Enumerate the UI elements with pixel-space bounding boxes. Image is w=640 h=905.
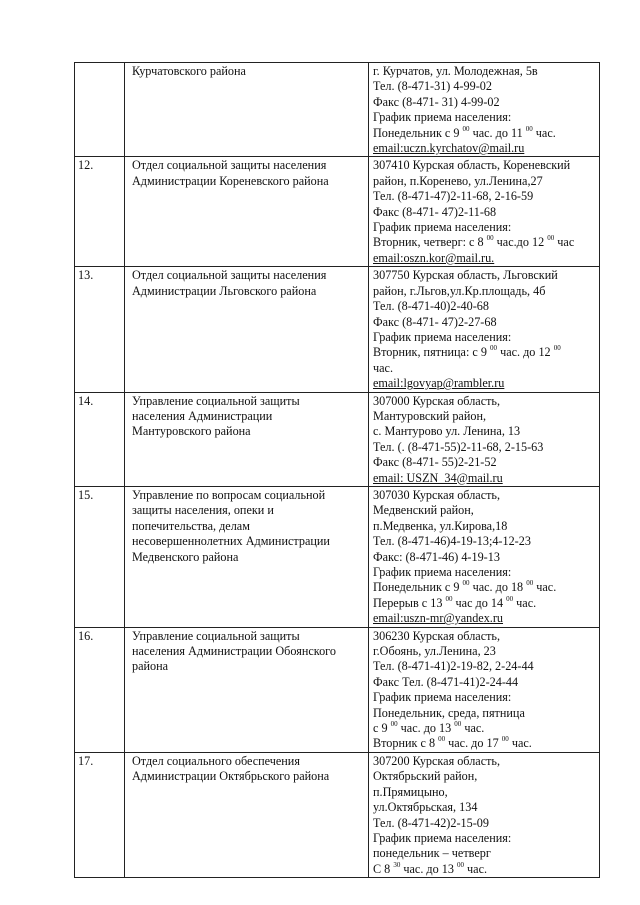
- contact-text: понедельник – четверг: [373, 846, 491, 861]
- time-minutes: 00: [490, 344, 498, 353]
- contact-line: [373, 565, 595, 580]
- time-minutes: 00: [526, 579, 534, 588]
- time-minutes: 00: [525, 124, 533, 133]
- contact-text: График приема населения:: [373, 565, 512, 579]
- contact-text: График приема населения:: [373, 110, 512, 125]
- contact-text: час. до 18: [469, 580, 527, 595]
- contact-text: График приема населения:: [373, 690, 512, 705]
- contact-line: [373, 361, 595, 376]
- contact-line: [373, 862, 595, 877]
- contact-text: email:uczn.kyrchatov@mail.ru: [373, 141, 525, 156]
- contact-text: Тел. (8-471-46)4-19-13;4-12-23: [373, 534, 531, 549]
- office-name: [125, 392, 369, 486]
- office-name-line: Администрации Октябрьского района: [132, 769, 330, 784]
- time-minutes: 00: [390, 720, 398, 728]
- time-minutes: 00: [454, 720, 462, 728]
- office-name: [125, 627, 369, 752]
- contact-line: [373, 174, 595, 189]
- table-row: [75, 392, 600, 486]
- contact-text: 307030 Курская область,: [373, 487, 501, 502]
- contact-line: [373, 79, 595, 94]
- table-row: [75, 752, 600, 877]
- contact-line: [373, 785, 595, 800]
- contact-text: час: [554, 235, 575, 250]
- contact-text: email: USZN_34@mail.ru: [373, 470, 503, 485]
- contact-text: район, г.Льгов,ул.Кр.площадь, 4б: [373, 283, 546, 298]
- contact-text: Тел. (8-471-31) 4-99-02: [373, 79, 492, 94]
- contact-text: г.Обоянь, ул.Ленина, 23: [373, 644, 496, 659]
- contact-line: [373, 299, 595, 314]
- contact-text: с 9: [373, 721, 391, 736]
- time-minutes: 00: [462, 579, 470, 588]
- contact-text: 307200 Курская область,: [373, 753, 501, 768]
- time-minutes: 00: [506, 594, 514, 603]
- contact-text: Факс (8-471- 47)2-27-68: [373, 314, 497, 329]
- contact-text: Факс (8-471- 31) 4-99-02: [373, 94, 500, 109]
- contact-line: [373, 816, 595, 831]
- contact-line: [373, 220, 595, 235]
- contact-text: 307000 Курская область,: [373, 393, 501, 408]
- contact-line: [373, 424, 595, 439]
- time-minutes: 00: [486, 234, 494, 243]
- contact-text: час.: [373, 360, 393, 375]
- contact-text: Медвенский район,: [373, 503, 474, 518]
- time-minutes: 00: [438, 735, 446, 744]
- contact-text: час.: [461, 721, 485, 736]
- email-link[interactable]: [373, 376, 595, 391]
- office-name-line: Отдел социальной защиты населения: [132, 158, 327, 173]
- time-minutes: 00: [501, 735, 509, 744]
- contact-text: час.до 12: [493, 235, 548, 250]
- contact-line: [373, 503, 595, 518]
- contact-text: Мантуровский район,: [373, 408, 487, 423]
- contact-line: [373, 675, 595, 690]
- contact-text: График приема населения:: [373, 220, 512, 235]
- contact-line: [373, 519, 595, 534]
- office-name-line: Курчатовского района: [132, 64, 246, 78]
- contact-text: Тел. (. (8-471-55)2-11-68, 2-15-63: [373, 439, 544, 454]
- contact-line: [373, 394, 595, 409]
- office-name: [125, 486, 369, 627]
- contact-line: [373, 345, 595, 360]
- contact-text: Факс (8-471- 47)2-11-68: [373, 204, 497, 219]
- contact-line: [373, 721, 595, 736]
- office-name-line: Администрации Льговского района: [132, 283, 317, 298]
- contact-text: Понедельник с 9: [373, 580, 463, 595]
- contact-text: час. до 13: [397, 721, 455, 736]
- contact-line: [373, 455, 595, 470]
- contact-line: [373, 440, 595, 455]
- contact-line: [373, 189, 595, 204]
- contact-text: 307410 Курская область, Кореневский: [373, 158, 571, 173]
- contact-text: район, п.Коренево, ул.Ленина,27: [373, 173, 543, 188]
- office-name: [125, 63, 369, 157]
- contact-text: Вторник, четверг: с 8: [373, 235, 487, 250]
- contact-line: [373, 126, 595, 141]
- office-name-line: Медвенского района: [132, 549, 239, 564]
- office-name: [125, 157, 369, 267]
- contact-text: График приема населения:: [373, 830, 512, 845]
- contact-line: [373, 690, 595, 705]
- table-row: [75, 267, 600, 392]
- table-body: [75, 63, 600, 878]
- contact-line: [373, 706, 595, 721]
- email-link[interactable]: [373, 141, 595, 156]
- contact-text: п.Медвенка, ул.Кирова,18: [373, 518, 508, 533]
- contact-line: [373, 268, 595, 283]
- contact-line: [373, 659, 595, 674]
- contact-line: [373, 235, 595, 250]
- office-name-line: населения Администрации Обоянского: [132, 644, 336, 659]
- office-contacts: [369, 392, 600, 486]
- contact-text: Октябрьский район,: [373, 769, 478, 784]
- office-name-line: Управление по вопросам социальной: [132, 487, 326, 502]
- office-contacts: [369, 63, 600, 157]
- contact-line: [373, 95, 595, 110]
- social-protection-offices-table: [74, 62, 600, 878]
- contact-text: График приема населения:: [373, 329, 512, 344]
- contact-text: email:oszn.kor@mail.ru.: [373, 250, 495, 265]
- contact-text: час.: [533, 580, 557, 595]
- contact-text: час.: [464, 861, 488, 876]
- time-minutes: 00: [462, 124, 470, 133]
- contact-text: час. до 13: [400, 861, 457, 876]
- contact-line: [373, 205, 595, 220]
- contact-line: [373, 158, 595, 173]
- contact-line: [373, 330, 595, 345]
- contact-line: [373, 534, 595, 549]
- office-contacts: [369, 627, 600, 752]
- office-name-line: района: [132, 659, 169, 674]
- contact-text: Тел. (8-471-40)2-40-68: [373, 299, 489, 314]
- table-row: [75, 157, 600, 267]
- email-link[interactable]: [373, 611, 595, 626]
- time-minutes: 00: [553, 344, 561, 353]
- contact-text: Факс Тел. (8-471-41)2-24-44: [373, 674, 519, 689]
- contact-text: Вторник с 8: [373, 736, 439, 751]
- contact-text: Тел. (8-471-47)2-11-68, 2-16-59: [373, 189, 534, 204]
- contact-text: час до 14: [452, 595, 507, 610]
- contact-text: email:uszn-mr@yandex.ru: [373, 611, 504, 626]
- table-row: [75, 486, 600, 627]
- office-name-line: Администрации Кореневского района: [132, 173, 329, 188]
- time-minutes: 00: [457, 860, 464, 869]
- contact-line: [373, 64, 595, 79]
- contact-line: [373, 846, 595, 861]
- email-link[interactable]: [373, 471, 595, 486]
- time-minutes: 30: [393, 860, 401, 869]
- contact-line: [373, 629, 595, 644]
- contact-line: [373, 315, 595, 330]
- contact-text: час. до 12: [497, 345, 554, 360]
- office-name-line: Отдел социальной защиты населения: [132, 268, 327, 283]
- row-number: 15.: [75, 486, 125, 627]
- contact-text: С 8: [373, 861, 394, 876]
- row-number: 12.: [75, 157, 125, 267]
- contact-text: час. до 17: [445, 736, 502, 751]
- contact-line: [373, 596, 595, 611]
- contact-line: [373, 110, 595, 125]
- contact-line: [373, 754, 595, 769]
- contact-text: Перерыв с 13: [373, 595, 446, 610]
- contact-text: Факс (8-471- 55)2-21-52: [373, 455, 497, 470]
- contact-line: [373, 769, 595, 784]
- contact-text: Тел. (8-471-42)2-15-09: [373, 815, 489, 830]
- row-number: 13.: [75, 267, 125, 392]
- contact-line: [373, 800, 595, 815]
- office-contacts: [369, 157, 600, 267]
- contact-text: Понедельник с 9: [373, 125, 463, 140]
- office-name-line: защиты населения, опеки и: [132, 503, 274, 518]
- contact-text: час. до 11: [469, 125, 526, 140]
- time-minutes: 00: [547, 234, 555, 243]
- contact-line: [373, 644, 595, 659]
- office-name-line: несовершеннолетних Администрации: [132, 534, 330, 549]
- contact-line: [373, 736, 595, 751]
- contact-text: Вторник, пятница: с 9: [373, 345, 491, 360]
- contact-line: [373, 409, 595, 424]
- row-number: [75, 63, 125, 157]
- office-name-line: Управление социальной защиты: [132, 393, 300, 408]
- contact-text: час.: [508, 736, 532, 751]
- contact-text: Тел. (8-471-41)2-19-82, 2-24-44: [373, 659, 534, 674]
- contact-line: [373, 831, 595, 846]
- time-minutes: 00: [445, 594, 453, 603]
- contact-text: 307750 Курская область, Льговский: [373, 268, 558, 283]
- table-row: [75, 63, 600, 157]
- contact-text: Понедельник, среда, пятница: [373, 705, 525, 720]
- office-name-line: Управление социальной защиты: [132, 628, 300, 643]
- row-number: 14.: [75, 392, 125, 486]
- office-name-line: попечительства, делам: [132, 518, 250, 533]
- office-name: [125, 267, 369, 392]
- contact-line: [373, 488, 595, 503]
- row-number: 17.: [75, 752, 125, 877]
- office-name: [125, 752, 369, 877]
- office-name-line: Мантуровского района: [132, 424, 251, 439]
- contact-line: [373, 550, 595, 565]
- contact-text: email:lgovyap@rambler.ru: [373, 376, 505, 391]
- contact-text: г. Курчатов, ул. Молодежная, 5в: [373, 64, 538, 78]
- contact-text: ул.Октябрьская, 134: [373, 800, 478, 815]
- contact-text: час.: [513, 595, 537, 610]
- contact-text: 306230 Курская область,: [373, 628, 501, 643]
- contact-text: Факс: (8-471-46) 4-19-13: [373, 549, 500, 564]
- office-name-line: Отдел социального обеспечения: [132, 753, 300, 768]
- contact-line: [373, 580, 595, 595]
- office-name-line: населения Администрации: [132, 408, 273, 423]
- contact-line: [373, 284, 595, 299]
- email-link[interactable]: [373, 251, 595, 266]
- office-contacts: [369, 752, 600, 877]
- row-number: 16.: [75, 627, 125, 752]
- contact-text: п.Прямицыно,: [373, 784, 448, 799]
- contact-text: с. Мантурово ул. Ленина, 13: [373, 424, 521, 439]
- contact-text: час.: [532, 125, 556, 140]
- table-row: [75, 627, 600, 752]
- office-contacts: [369, 267, 600, 392]
- office-contacts: [369, 486, 600, 627]
